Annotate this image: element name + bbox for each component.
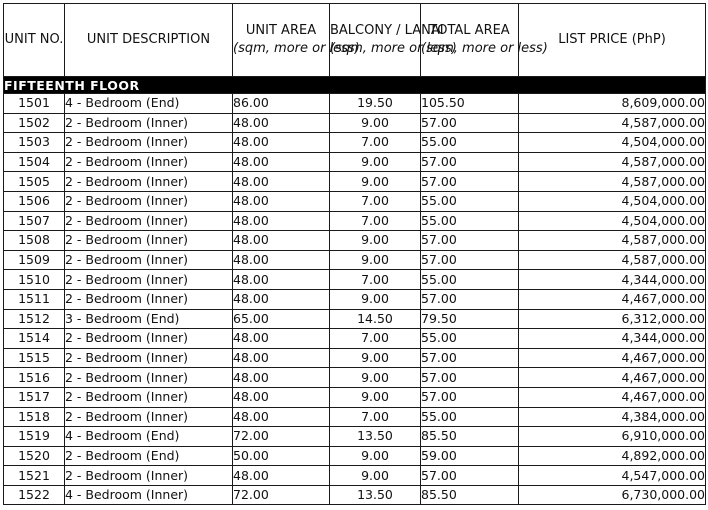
unit-description-cell: 4 - Bedroom (Inner) bbox=[65, 485, 233, 505]
unit-number-cell: 1517 bbox=[4, 387, 65, 407]
table-row bbox=[4, 446, 706, 466]
table-row bbox=[4, 133, 706, 153]
unit-number-cell: 1506 bbox=[4, 191, 65, 211]
unit-description-cell: 2 - Bedroom (Inner) bbox=[65, 270, 233, 290]
unit-description-cell: 2 - Bedroom (Inner) bbox=[65, 387, 233, 407]
list-price-cell: 6,730,000.00 bbox=[519, 485, 706, 505]
unit-description-cell: 2 - Bedroom (Inner) bbox=[65, 250, 233, 270]
table-row bbox=[4, 172, 706, 192]
unit-area-cell: 48.00 bbox=[233, 348, 330, 368]
unit-number-cell: 1521 bbox=[4, 466, 65, 486]
unit-number-cell: 1519 bbox=[4, 427, 65, 447]
unit-number-cell: 1502 bbox=[4, 113, 65, 133]
unit-area-cell: 48.00 bbox=[233, 387, 330, 407]
unit-number-cell: 1501 bbox=[4, 94, 65, 114]
unit-number-cell: 1508 bbox=[4, 231, 65, 251]
total-area-cell: 57.00 bbox=[421, 348, 519, 368]
list-price-cell: 4,504,000.00 bbox=[519, 211, 706, 231]
unit-number-cell: 1518 bbox=[4, 407, 65, 427]
balcony-area-cell: 9.00 bbox=[330, 113, 421, 133]
unit-description-cell: 2 - Bedroom (Inner) bbox=[65, 348, 233, 368]
list-price-cell: 4,587,000.00 bbox=[519, 231, 706, 251]
total-area-cell: 55.00 bbox=[421, 270, 519, 290]
table-row bbox=[4, 368, 706, 388]
list-price-cell: 4,504,000.00 bbox=[519, 133, 706, 153]
table-row bbox=[4, 289, 706, 309]
unit-area-cell: 48.00 bbox=[233, 289, 330, 309]
unit-area-cell: 72.00 bbox=[233, 427, 330, 447]
table-row bbox=[4, 309, 706, 329]
unit-area-cell: 48.00 bbox=[233, 191, 330, 211]
table-row bbox=[4, 270, 706, 290]
balcony-area-cell: 9.00 bbox=[330, 152, 421, 172]
unit-description-cell: 2 - Bedroom (Inner) bbox=[65, 172, 233, 192]
header-balcony bbox=[330, 4, 457, 77]
balcony-area-cell: 14.50 bbox=[330, 309, 421, 329]
list-price-cell: 4,892,000.00 bbox=[519, 446, 706, 466]
total-area-cell: 57.00 bbox=[421, 387, 519, 407]
table-row bbox=[4, 113, 706, 133]
unit-area-cell: 48.00 bbox=[233, 466, 330, 486]
list-price-cell: 6,312,000.00 bbox=[519, 309, 706, 329]
list-price-cell: 4,467,000.00 bbox=[519, 289, 706, 309]
table-row bbox=[4, 152, 706, 172]
list-price-cell: 4,344,000.00 bbox=[519, 329, 706, 349]
total-area-cell: 57.00 bbox=[421, 250, 519, 270]
unit-area-cell: 48.00 bbox=[233, 329, 330, 349]
balcony-area-cell: 19.50 bbox=[330, 94, 421, 114]
total-area-cell: 105.50 bbox=[421, 94, 519, 114]
unit-description-cell: 2 - Bedroom (Inner) bbox=[65, 466, 233, 486]
header-balcony-sub: (sqm, more or less) bbox=[330, 41, 457, 56]
unit-number-cell: 1505 bbox=[4, 172, 65, 192]
balcony-area-cell: 9.00 bbox=[330, 466, 421, 486]
unit-area-cell: 48.00 bbox=[233, 250, 330, 270]
list-price-cell: 6,910,000.00 bbox=[519, 427, 706, 447]
table-row bbox=[4, 387, 706, 407]
list-price-cell: 4,587,000.00 bbox=[519, 152, 706, 172]
header-unit-area-label: UNIT AREA bbox=[245, 23, 317, 38]
unit-area-cell: 48.00 bbox=[233, 368, 330, 388]
unit-description-cell: 2 - Bedroom (Inner) bbox=[65, 133, 233, 153]
header-unit-area-sub: (sqm, more or less) bbox=[233, 41, 360, 56]
unit-description-cell: 2 - Bedroom (Inner) bbox=[65, 113, 233, 133]
unit-area-cell: 48.00 bbox=[233, 152, 330, 172]
balcony-area-cell: 9.00 bbox=[330, 231, 421, 251]
unit-number-cell: 1510 bbox=[4, 270, 65, 290]
balcony-area-cell: 9.00 bbox=[330, 446, 421, 466]
balcony-area-cell: 9.00 bbox=[330, 368, 421, 388]
list-price-cell: 4,467,000.00 bbox=[519, 387, 706, 407]
header-unit-area bbox=[233, 4, 360, 77]
unit-area-cell: 48.00 bbox=[233, 270, 330, 290]
unit-area-cell: 65.00 bbox=[233, 309, 330, 329]
unit-number-cell: 1516 bbox=[4, 368, 65, 388]
floor-label: FIFTEENTH FLOOR bbox=[4, 77, 706, 94]
list-price-cell: 4,384,000.00 bbox=[519, 407, 706, 427]
list-price-cell: 8,609,000.00 bbox=[519, 94, 706, 114]
table-row bbox=[4, 211, 706, 231]
unit-description-cell: 3 - Bedroom (End) bbox=[65, 309, 233, 329]
header-balcony-label: BALCONY / LANAI bbox=[330, 23, 444, 38]
unit-number-cell: 1511 bbox=[4, 289, 65, 309]
list-price-cell: 4,587,000.00 bbox=[519, 250, 706, 270]
unit-area-cell: 48.00 bbox=[233, 407, 330, 427]
total-area-cell: 55.00 bbox=[421, 329, 519, 349]
list-price-cell: 4,504,000.00 bbox=[519, 191, 706, 211]
unit-number-cell: 1515 bbox=[4, 348, 65, 368]
total-area-cell: 55.00 bbox=[421, 191, 519, 211]
balcony-area-cell: 7.00 bbox=[330, 329, 421, 349]
total-area-cell: 85.50 bbox=[421, 485, 519, 505]
list-price-cell: 4,344,000.00 bbox=[519, 270, 706, 290]
unit-number-cell: 1522 bbox=[4, 485, 65, 505]
header-unit-description-label: UNIT DESCRIPTION bbox=[86, 32, 211, 47]
list-price-cell: 4,587,000.00 bbox=[519, 172, 706, 192]
total-area-cell: 59.00 bbox=[421, 446, 519, 466]
unit-description-cell: 2 - Bedroom (Inner) bbox=[65, 329, 233, 349]
total-area-cell: 57.00 bbox=[421, 289, 519, 309]
unit-description-cell: 2 - Bedroom (Inner) bbox=[65, 231, 233, 251]
total-area-cell: 79.50 bbox=[421, 309, 519, 329]
unit-description-cell: 2 - Bedroom (Inner) bbox=[65, 289, 233, 309]
table-row bbox=[4, 427, 706, 447]
total-area-cell: 57.00 bbox=[421, 231, 519, 251]
balcony-area-cell: 9.00 bbox=[330, 387, 421, 407]
header-list-price-label: LIST PRICE (PhP) bbox=[558, 32, 666, 47]
unit-description-cell: 2 - Bedroom (Inner) bbox=[65, 152, 233, 172]
total-area-cell: 55.00 bbox=[421, 211, 519, 231]
floor-section-row bbox=[4, 77, 706, 94]
total-area-cell: 55.00 bbox=[421, 133, 519, 153]
balcony-area-cell: 7.00 bbox=[330, 211, 421, 231]
balcony-area-cell: 7.00 bbox=[330, 407, 421, 427]
total-area-cell: 57.00 bbox=[421, 152, 519, 172]
total-area-cell: 57.00 bbox=[421, 368, 519, 388]
unit-area-cell: 48.00 bbox=[233, 133, 330, 153]
header-unit-no-label: UNIT NO. bbox=[4, 32, 64, 47]
balcony-area-cell: 13.50 bbox=[330, 485, 421, 505]
unit-area-cell: 48.00 bbox=[233, 211, 330, 231]
table-row bbox=[4, 250, 706, 270]
price-list-sheet bbox=[3, 3, 705, 505]
balcony-area-cell: 9.00 bbox=[330, 172, 421, 192]
unit-number-cell: 1512 bbox=[4, 309, 65, 329]
unit-description-cell: 2 - Bedroom (Inner) bbox=[65, 368, 233, 388]
header-unit-no bbox=[4, 4, 65, 77]
balcony-area-cell: 9.00 bbox=[330, 250, 421, 270]
balcony-area-cell: 7.00 bbox=[330, 191, 421, 211]
balcony-area-cell: 9.00 bbox=[330, 289, 421, 309]
list-price-cell: 4,547,000.00 bbox=[519, 466, 706, 486]
total-area-cell: 57.00 bbox=[421, 172, 519, 192]
header-total-area-label: TOTAL AREA bbox=[429, 23, 510, 38]
header-row bbox=[4, 4, 706, 77]
unit-description-cell: 4 - Bedroom (End) bbox=[65, 427, 233, 447]
unit-number-cell: 1504 bbox=[4, 152, 65, 172]
balcony-area-cell: 7.00 bbox=[330, 270, 421, 290]
balcony-area-cell: 13.50 bbox=[330, 427, 421, 447]
list-price-cell: 4,587,000.00 bbox=[519, 113, 706, 133]
unit-number-cell: 1503 bbox=[4, 133, 65, 153]
unit-number-cell: 1514 bbox=[4, 329, 65, 349]
header-total-area bbox=[421, 4, 548, 77]
list-price-cell: 4,467,000.00 bbox=[519, 368, 706, 388]
unit-number-cell: 1509 bbox=[4, 250, 65, 270]
total-area-cell: 55.00 bbox=[421, 407, 519, 427]
total-area-cell: 85.50 bbox=[421, 427, 519, 447]
unit-description-cell: 2 - Bedroom (Inner) bbox=[65, 191, 233, 211]
unit-area-cell: 72.00 bbox=[233, 485, 330, 505]
unit-description-cell: 2 - Bedroom (End) bbox=[65, 446, 233, 466]
unit-area-cell: 48.00 bbox=[233, 172, 330, 192]
unit-description-cell: 2 - Bedroom (Inner) bbox=[65, 211, 233, 231]
header-total-area-sub: (sqm, more or less) bbox=[421, 41, 548, 56]
unit-area-cell: 50.00 bbox=[233, 446, 330, 466]
total-area-cell: 57.00 bbox=[421, 466, 519, 486]
table-row bbox=[4, 466, 706, 486]
unit-area-cell: 86.00 bbox=[233, 94, 330, 114]
table-row bbox=[4, 231, 706, 251]
header-list-price bbox=[519, 4, 706, 77]
unit-number-cell: 1507 bbox=[4, 211, 65, 231]
table-row bbox=[4, 329, 706, 349]
table-row bbox=[4, 407, 706, 427]
unit-area-cell: 48.00 bbox=[233, 113, 330, 133]
table-row bbox=[4, 191, 706, 211]
balcony-area-cell: 7.00 bbox=[330, 133, 421, 153]
table-row bbox=[4, 348, 706, 368]
price-list-table bbox=[3, 3, 706, 505]
list-price-cell: 4,467,000.00 bbox=[519, 348, 706, 368]
unit-area-cell: 48.00 bbox=[233, 231, 330, 251]
unit-description-cell: 2 - Bedroom (Inner) bbox=[65, 407, 233, 427]
total-area-cell: 57.00 bbox=[421, 113, 519, 133]
header-unit-description bbox=[65, 4, 233, 77]
unit-description-cell: 4 - Bedroom (End) bbox=[65, 94, 233, 114]
table-row bbox=[4, 485, 706, 505]
unit-number-cell: 1520 bbox=[4, 446, 65, 466]
table-row bbox=[4, 94, 706, 114]
balcony-area-cell: 9.00 bbox=[330, 348, 421, 368]
